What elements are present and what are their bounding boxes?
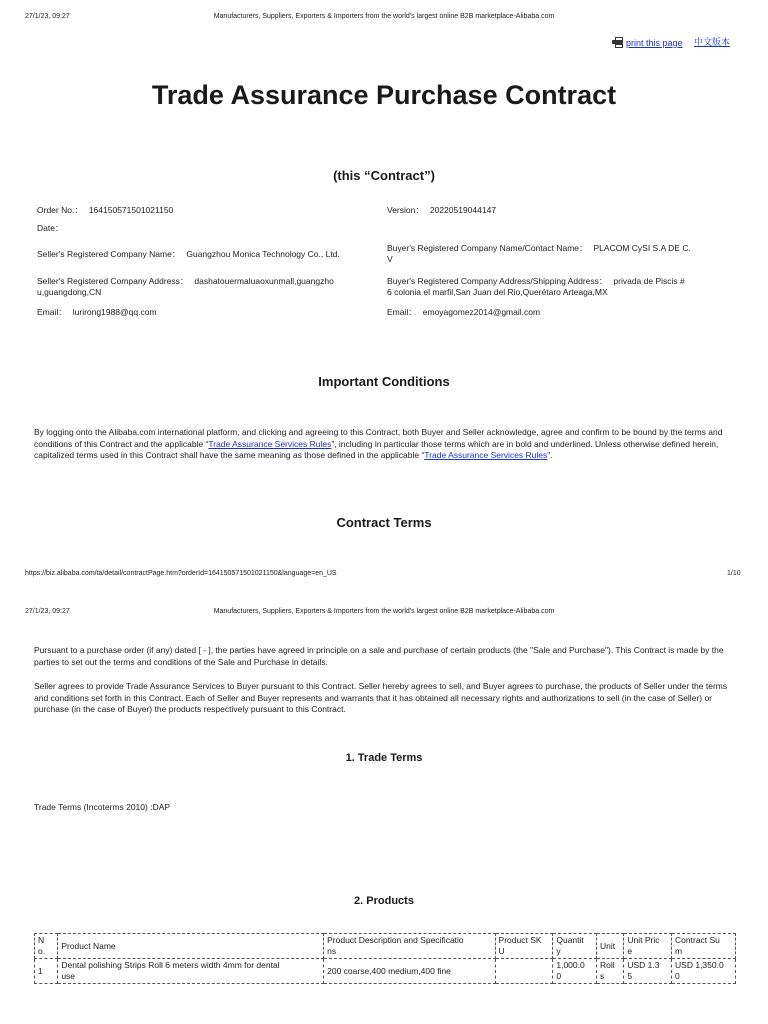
version-field	[387, 205, 496, 216]
order-number-value: 164150571501021150	[88, 205, 174, 215]
page-title: Trade Assurance Purchase Contract	[151, 80, 617, 110]
print-header-title: Manufacturers, Suppliers, Exporters & Importers from the world's largest online B2B marketplace-Alibaba.com	[213, 13, 555, 20]
column-header-sku: Product SK U	[495, 934, 553, 959]
important-text-part-1: By logging onto the Alibaba.com international platform, and clicking and agreeing to this Contract, both Buyer and Seller acknowledge, agree and confirm to be bound by the terms and conditions of this Contract and the applicable “	[34, 427, 723, 449]
buyer-email-label: Email：	[387, 307, 417, 317]
cell-product-name: Dental polishing Strips Roll 6 meters width 4mm for dental use	[58, 959, 324, 984]
trade-assurance-paragraph: Seller agrees to provide Trade Assurance Services to Buyer pursuant to this Contract. Seller hereby agrees to sell, and Buyer agrees to purchase, the products of Seller under the terms and conditions set forth in this Contract. Each of Seller and Buyer represents and warrants that it has obtained all necessary rights and authorizations to sell (in the case of Seller) or purchase (in the case of Buyer) the products respectively pursuant to this Contract.	[34, 681, 728, 714]
seller-email-label: Email：	[37, 307, 67, 317]
buyer-name-label: Buyer's Registered Company Name/Contact Name：	[387, 243, 588, 253]
seller-address-field	[37, 276, 382, 298]
buyer-email-value: emoyagomez2014@gmail.com	[422, 307, 541, 317]
cell-quantity: 1,000.0 0	[553, 959, 597, 984]
buyer-name-value-2: V	[387, 254, 393, 264]
trade-assurance-rules-link-1[interactable]: Trade Assurance Services Rules	[208, 438, 332, 449]
buyer-address-value-1: privada de Piscis #	[613, 276, 685, 286]
column-header-number: N o.	[35, 934, 58, 959]
cell-unit-price: USD 1.3 5	[624, 959, 672, 984]
column-header-quantity: Quantit y	[553, 934, 597, 959]
trade-terms-heading: 1. Trade Terms	[345, 752, 423, 764]
version-label: Version：	[387, 205, 424, 215]
seller-name-value: Guangzhou Monica Technology Co., Ltd.	[186, 249, 340, 259]
important-text-part-2: ”, including in particular those terms which are in bold and underlined. Unless otherwise defined herein, capitalized terms used in this Contract shall have the same meaning as those defined in the applicable “	[34, 438, 719, 460]
contract-terms-heading: Contract Terms	[336, 515, 432, 530]
printer-icon	[612, 37, 624, 47]
column-header-description: Product Description and Specificatio ns	[324, 934, 495, 959]
print-footer-url: https://biz.alibaba.com/ta/detail/contractPage.htm?orderId=164150571501021150&language=en_US	[25, 570, 337, 577]
cell-sku	[495, 959, 553, 984]
important-conditions-text	[34, 427, 736, 462]
seller-email-value: lurirong1988@qq.com	[72, 307, 157, 317]
order-number-label: Order No.：	[37, 205, 83, 215]
print-timestamp-page-2: 27/1/23, 09:27	[25, 608, 70, 615]
print-header-title-page-2: Manufacturers, Suppliers, Exporters & Importers from the world's largest online B2B marketplace-Alibaba.com	[213, 608, 555, 615]
buyer-address-field	[387, 276, 737, 298]
important-conditions-heading: Important Conditions	[318, 374, 450, 389]
products-heading: 2. Products	[354, 895, 414, 907]
contract-subtitle: (this “Contract”)	[333, 168, 435, 183]
column-header-unit-price: Unit Pric e	[624, 934, 672, 959]
trade-assurance-rules-link-2[interactable]: Trade Assurance Services Rules	[424, 450, 548, 460]
purchase-order-paragraph: Pursuant to a purchase order (if any) dated [ - ], the parties have agreed in principle on a sale and purchase of certain products (the "Sale and Purchase"). This Contract is made by the parties to set out the terms and conditions of the Sale and Purchase in details.	[34, 645, 724, 667]
print-page-link[interactable]	[612, 33, 683, 51]
column-header-contract-sum: Contract Su m	[672, 934, 736, 959]
buyer-address-label: Buyer's Registered Company Address/Shipping Address：	[387, 276, 608, 286]
seller-address-value-1: dashatouermaluaoxunmall,guangzho	[194, 276, 334, 286]
version-value: 20220519044147	[429, 205, 497, 215]
order-number-field	[37, 205, 173, 216]
buyer-address-value-2: 6 colonia el marfil,San Juan del Rio,Querétaro Arteaga,MX	[387, 287, 608, 297]
seller-name-field	[37, 249, 382, 260]
buyer-name-field	[387, 243, 737, 265]
column-header-unit: Unit	[596, 934, 623, 959]
seller-name-label: Seller's Registered Company Name：	[37, 249, 181, 259]
print-page-label[interactable]: print this page	[626, 38, 683, 48]
products-table	[34, 933, 736, 984]
chinese-version-link[interactable]: 中文版本	[694, 37, 731, 47]
seller-address-value-2: u,guangdong,CN	[37, 287, 102, 297]
cell-unit: Roll s	[596, 959, 623, 984]
buyer-name-value-1: PLACOM CySI S.A DE C.	[593, 243, 691, 253]
column-header-product-name: Product Name	[58, 934, 324, 959]
cell-description: 200 coarse,400 medium,400 fine	[324, 959, 495, 984]
table-row	[35, 959, 736, 984]
print-timestamp: 27/1/23, 09:27	[25, 13, 70, 20]
products-table-header-row	[35, 934, 736, 959]
cell-contract-sum: USD 1,350.0 0	[672, 959, 736, 984]
trade-terms-text: Trade Terms (Incoterms 2010) :DAP	[34, 802, 171, 812]
seller-address-label: Seller's Registered Company Address：	[37, 276, 189, 286]
important-text-part-3: ”.	[547, 450, 553, 460]
buyer-email-field	[387, 307, 540, 318]
date-label: Date：	[37, 223, 64, 233]
seller-email-field	[37, 307, 157, 318]
cell-number: 1	[35, 959, 58, 984]
print-footer-page-number: 1/10	[727, 570, 741, 577]
date-field	[37, 223, 63, 234]
